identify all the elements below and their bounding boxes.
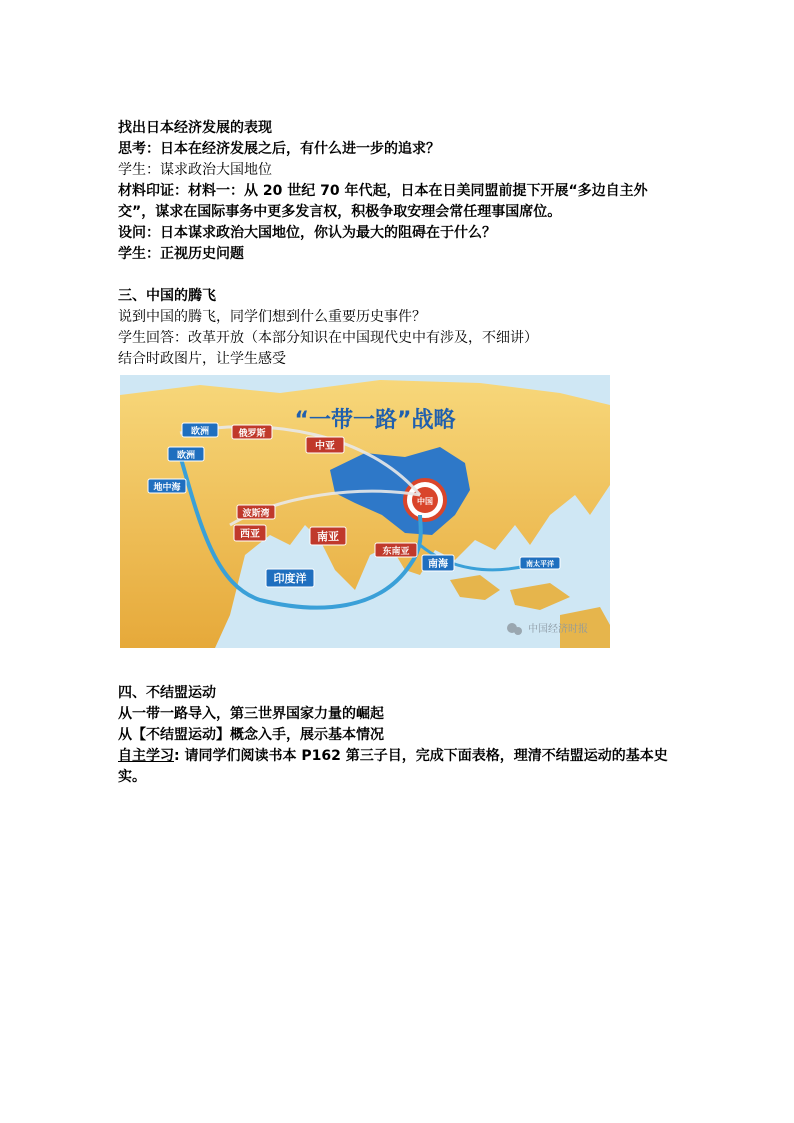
map-label-europe-1 xyxy=(182,423,218,437)
map-title: “一带一路”战略 xyxy=(294,408,456,433)
map-label-southeast-asia xyxy=(375,543,417,557)
china-heading: 三、中国的腾飞 xyxy=(118,288,216,304)
map-label-china: 中国 xyxy=(417,497,433,506)
svg-text:南亚: 南亚 xyxy=(317,530,339,543)
map-label-south-asia xyxy=(310,527,346,545)
svg-text:西亚: 西亚 xyxy=(240,529,260,540)
japan-think: 思考：日本在经济发展之后，有什么进一步的追求？ xyxy=(118,141,440,157)
map-label-west-asia xyxy=(234,525,266,541)
svg-text:南太平洋: 南太平洋 xyxy=(526,560,554,568)
map-watermark: 中国经济时报 xyxy=(528,624,588,635)
svg-text:欧洲: 欧洲 xyxy=(176,451,196,461)
nam-intro-2: 从【不结盟运动】概念入手，展示基本情况 xyxy=(118,727,384,743)
japan-student-answer-1: 学生：谋求政治大国地位 xyxy=(118,162,272,178)
svg-text:中亚: 中亚 xyxy=(315,441,335,452)
china-note: 结合时政图片，让学生感受 xyxy=(118,351,286,367)
japan-ask: 设问：日本谋求政治大国地位，你认为最大的阻碍在于什么？ xyxy=(118,225,496,241)
japan-evidence: 材料印证：材料一：从 20 世纪 70 年代起，日本在日美同盟前提下开展“多边自主外交”，谋求在国际事务中更多发言权，积极争取安理会常任理事国席位。 xyxy=(118,183,648,220)
svg-text:俄罗斯: 俄罗斯 xyxy=(238,429,266,439)
svg-text:波斯湾: 波斯湾 xyxy=(242,509,270,519)
map-label-indian-ocean xyxy=(266,569,314,587)
china-answer: 学生回答：改革开放（本部分知识在中国现代史中有涉及，不细讲） xyxy=(118,330,538,346)
map-label-south-sea xyxy=(422,555,454,571)
svg-text:欧洲: 欧洲 xyxy=(190,427,210,437)
japan-student-answer-2: 学生：正视历史问题 xyxy=(118,246,244,262)
page-content xyxy=(118,118,678,370)
belt-and-road-map-image xyxy=(120,375,610,648)
map-label-mediterranean xyxy=(148,479,186,493)
japan-heading: 找出日本经济发展的表现 xyxy=(118,120,272,136)
svg-text:南海: 南海 xyxy=(428,559,448,570)
map-label-europe-2 xyxy=(168,447,204,461)
svg-text:印度洋: 印度洋 xyxy=(273,572,307,585)
nam-heading: 四、不结盟运动 xyxy=(118,685,216,701)
nam-section xyxy=(118,683,678,788)
map-label-persian-gulf xyxy=(237,505,275,519)
svg-text:东南亚: 东南亚 xyxy=(382,547,410,557)
svg-text:地中海: 地中海 xyxy=(153,483,181,493)
nam-intro-1: 从一带一路导入，第三世界国家力量的崛起 xyxy=(118,706,384,722)
self-study-text: : 请同学们阅读书本 P162 第三子目，完成下面表格，理清不结盟运动的基本史实。 xyxy=(118,748,668,785)
map-label-russia xyxy=(232,425,272,439)
nam-self-study xyxy=(118,746,678,788)
map-label-central-asia xyxy=(306,437,344,453)
china-question: 说到中国的腾飞，同学们想到什么重要历史事件？ xyxy=(118,309,426,325)
map-label-south-pacific xyxy=(520,557,560,569)
self-study-label: 自主学习 xyxy=(118,748,174,764)
